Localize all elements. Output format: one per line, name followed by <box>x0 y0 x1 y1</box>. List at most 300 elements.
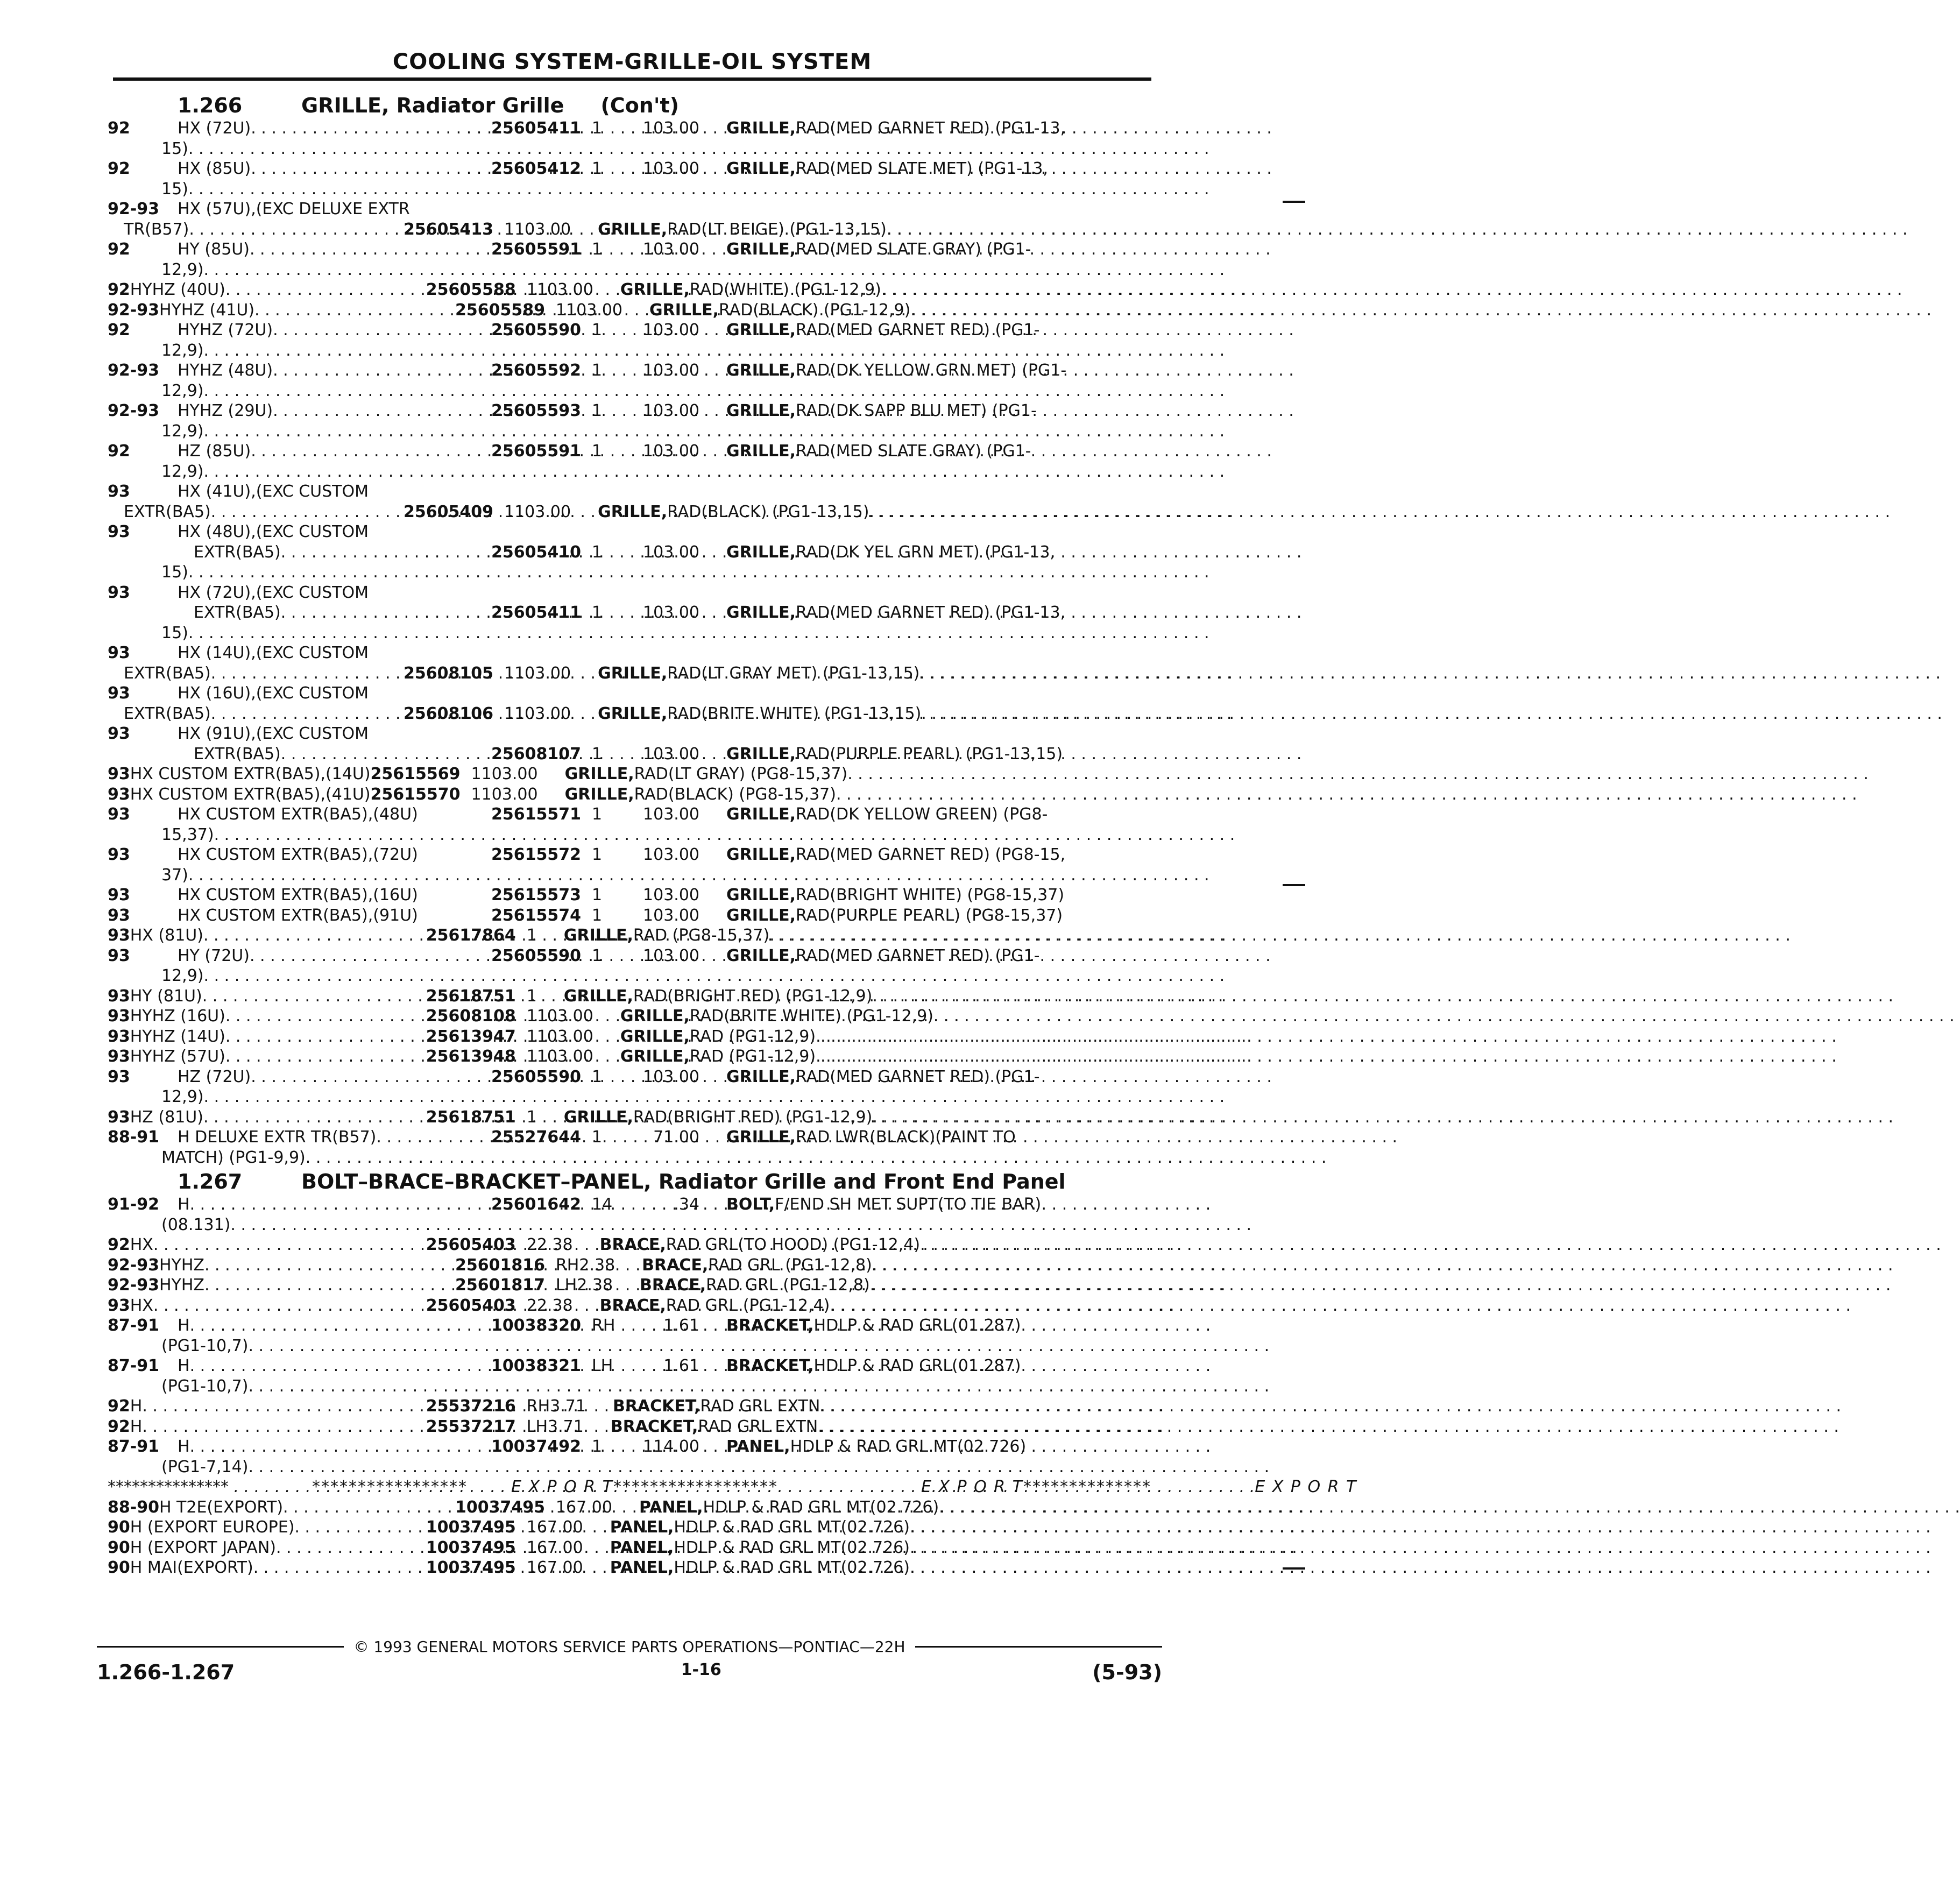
table-row <box>108 906 1151 926</box>
table-row-continued <box>108 139 1151 159</box>
application-text: HX CUSTOM EXTR(BA5),(16U) <box>178 886 418 904</box>
model-year: 90 <box>108 1518 130 1537</box>
margin-mark <box>1283 201 1305 203</box>
footer-rule <box>97 1646 344 1648</box>
part-name: GRILLE, <box>726 1067 796 1086</box>
part-name: GRILLE, <box>563 926 633 945</box>
part-detail: HDLP & RAD GRL MT(02.726) <box>674 1518 910 1537</box>
part-detail: RAD GRL(TO HOOD) (PG1-12,4) <box>666 1235 921 1254</box>
part-detail: RAD(BRITE WHITE) (PG1-12,9) <box>689 1007 933 1026</box>
revision-date: (5-93) <box>1092 1660 1162 1684</box>
part-detail: RAD(BRIGHT WHITE) (PG8-15,37) <box>796 886 1065 904</box>
table-row <box>108 804 1151 825</box>
application <box>130 1107 426 1128</box>
application <box>178 1437 473 1457</box>
table-row-continued <box>108 966 1151 986</box>
price: 103.00 <box>643 845 699 864</box>
dot-leader <box>920 1235 1941 1255</box>
part-detail: RAD(BRIGHT RED) (PG1-12,9) <box>633 986 873 1006</box>
part-name: PANEL, <box>610 1558 674 1577</box>
dot-leader <box>872 986 1893 1007</box>
table-row <box>108 1255 1151 1276</box>
part-detail-continued: 12,9) <box>161 966 204 985</box>
table-row-continued <box>108 825 1151 845</box>
table-row <box>108 441 1151 462</box>
part-detail-continued: 12,9) <box>161 341 204 360</box>
table-row <box>108 1127 1151 1148</box>
application-text: HX (16U),(EXC CUSTOM <box>178 684 369 703</box>
model-year: 93 <box>108 1107 130 1127</box>
model-year: 93 <box>108 1067 130 1086</box>
price: 103.00 <box>643 603 699 622</box>
part-name: GRILLE, <box>726 744 796 764</box>
table-row <box>108 1558 1151 1578</box>
part-description <box>613 1275 1891 1296</box>
part-detail-continued: 37) <box>161 865 188 885</box>
table-row <box>108 220 1151 240</box>
part-description <box>118 1215 1251 1235</box>
part-description <box>118 260 1225 280</box>
part-number: 10037495 <box>426 1518 516 1537</box>
quantity: 1 <box>526 1538 537 1557</box>
application-text: H <box>178 1356 190 1375</box>
part-name: GRILLE, <box>726 603 796 622</box>
table-row <box>108 1027 1151 1047</box>
application <box>178 603 473 623</box>
part-name: GRILLE, <box>649 300 719 320</box>
part-description <box>699 1195 1151 1215</box>
model-year: 92 <box>108 321 130 340</box>
table-row <box>108 1417 1151 1437</box>
dot-leader <box>188 865 1209 886</box>
application <box>178 946 473 966</box>
part-number: 25605403 <box>426 1235 516 1254</box>
parts-list <box>108 1497 1151 1578</box>
part-detail: RAD GRL (PG1-12,8) <box>706 1276 870 1295</box>
price: 2.38 <box>579 1255 615 1275</box>
price: 103.00 <box>536 1027 593 1046</box>
application-text: HY (85U) <box>178 240 250 259</box>
quantity: 1 <box>526 1107 537 1127</box>
part-description <box>583 1517 1931 1538</box>
part-name: BRACKET, <box>726 1316 814 1335</box>
quantity: 1 <box>504 704 515 723</box>
table-row <box>108 502 1151 522</box>
part-description <box>699 804 1151 825</box>
application <box>130 925 426 946</box>
table-row <box>108 320 1151 341</box>
application-text: HX CUSTOM EXTR(BA5),(48U) <box>178 805 418 824</box>
quantity: LH <box>526 1417 548 1436</box>
part-name: GRILLE, <box>598 663 668 683</box>
application <box>178 845 473 865</box>
part-detail: F/END SH MET SUPT(TO TIE BAR) <box>775 1195 1042 1214</box>
part-name: GRILLE, <box>726 240 796 259</box>
table-row <box>108 744 1151 765</box>
part-detail: HDLP & RAD GRL MT(02.726) <box>674 1538 910 1557</box>
table-row <box>108 704 1151 724</box>
part-number: 25605409 <box>404 502 493 521</box>
application-text: H <box>130 1397 143 1416</box>
application-text: H DELUXE EXTR TR(B57) <box>178 1128 377 1147</box>
part-name: BRACE, <box>640 1276 706 1295</box>
spacer <box>108 1336 118 1356</box>
price: 71.00 <box>653 1128 699 1147</box>
part-detail: RAD GRL EXTN <box>700 1397 820 1416</box>
application-text: HX (57U),(EXC DELUXE EXTR <box>178 200 410 218</box>
quantity: 1 <box>504 220 515 239</box>
part-description <box>537 925 1791 946</box>
quantity: 1 <box>526 1007 537 1026</box>
part-name: GRILLE, <box>726 361 796 380</box>
price: 103.00 <box>643 321 699 340</box>
model-year: 88-91 <box>108 1128 159 1147</box>
application <box>130 1047 426 1067</box>
spacer <box>108 1087 118 1107</box>
part-name: GRILLE, <box>620 280 690 299</box>
model-year: 90 <box>108 1558 130 1577</box>
price: 1.61 <box>663 1316 699 1335</box>
part-number: 25608108 <box>426 1007 516 1026</box>
part-detail-continued: 15) <box>161 563 188 582</box>
table-row <box>108 885 1151 906</box>
table-row-continued <box>108 1336 1151 1356</box>
application <box>178 643 473 663</box>
export-label: E X P O R T <box>511 1478 613 1496</box>
application <box>178 361 473 381</box>
application <box>130 1417 426 1437</box>
part-number: 25605411 <box>491 119 581 138</box>
part-number: 25605591 <box>491 240 581 259</box>
application <box>130 764 371 785</box>
part-number: 25605591 <box>491 442 581 461</box>
part-description <box>699 603 1151 623</box>
table-row-continued <box>108 1087 1151 1107</box>
table-row <box>108 663 1151 684</box>
part-name: BRACE, <box>599 1296 666 1315</box>
price: 103.00 <box>643 886 699 904</box>
part-description <box>699 885 1151 906</box>
table-row <box>108 522 1151 542</box>
quantity: 1 <box>592 845 603 864</box>
table-row-continued <box>108 623 1151 644</box>
quantity: 2 <box>526 1296 537 1315</box>
part-detail-continued: (PG1-10,7) <box>161 1336 249 1355</box>
part-number: 25601816 <box>455 1255 545 1275</box>
price: 103.00 <box>643 442 699 461</box>
part-name: GRILLE, <box>726 119 796 138</box>
quantity: RH <box>526 1397 550 1416</box>
table-row <box>108 159 1151 179</box>
application-text: H <box>178 1195 190 1214</box>
application <box>108 704 404 724</box>
part-number: 25537216 <box>426 1397 516 1416</box>
price: 103.00 <box>514 704 571 723</box>
dot-leader <box>248 1336 1269 1356</box>
spacer <box>108 462 118 482</box>
application <box>178 683 473 704</box>
part-detail: RAD(LT BEIGE) (PG1-13,15) <box>667 220 887 239</box>
application-text: HX <box>130 1296 153 1315</box>
table-row <box>108 1006 1151 1027</box>
application-text: EXTR(BA5) <box>124 502 211 521</box>
table-row <box>108 1497 1151 1518</box>
part-description <box>699 1356 1151 1376</box>
application <box>178 1316 473 1336</box>
model-year: 92 <box>108 159 130 178</box>
quantity: 1 <box>526 1027 537 1046</box>
spacer <box>108 260 118 280</box>
part-number: 25615570 <box>370 785 461 804</box>
price: 103.00 <box>481 765 538 783</box>
application-text: HYHZ (29U) <box>178 401 273 420</box>
price: 67.00 <box>536 1538 583 1557</box>
table-row <box>108 986 1151 1007</box>
application <box>178 804 473 825</box>
part-detail: RAD(BRIGHT RED) (PG1-12,9) <box>633 1107 873 1127</box>
part-name: GRILLE, <box>726 886 796 904</box>
table-row <box>108 239 1151 260</box>
export-banner: *************** . . . E X P O R T ***************** E X P O R T ****************** E X P O R T ************** <box>108 1477 1151 1497</box>
dot-leader <box>248 1457 1269 1478</box>
price: 103.00 <box>643 401 699 420</box>
quantity: 1 <box>504 663 515 683</box>
quantity: 1 <box>592 159 603 178</box>
part-detail-continued: 12,9) <box>161 381 204 400</box>
part-detail: HDLP & RAD GRL(01.287) <box>813 1356 1021 1375</box>
dot-leader <box>847 764 1869 785</box>
dot-leader <box>188 562 1209 583</box>
part-description <box>571 220 1908 240</box>
application-text: EXTR(BA5) <box>194 603 281 622</box>
part-description <box>583 1558 1931 1578</box>
part-detail: RAD(MED GARNET RED) (PG1- <box>796 321 1040 340</box>
table-row <box>108 1356 1151 1376</box>
part-detail-continued: 12,9) <box>161 260 204 279</box>
price: 103.00 <box>643 119 699 138</box>
model-year: 92 <box>108 119 130 138</box>
model-year: 93 <box>108 785 130 804</box>
price: 103.00 <box>566 300 623 320</box>
dot-leader <box>836 785 1857 805</box>
part-name: GRILLE, <box>726 401 796 420</box>
quantity: 1 <box>504 502 515 521</box>
part-description <box>699 441 1151 462</box>
quantity: 1 <box>592 401 603 420</box>
price: 103.00 <box>643 1067 699 1086</box>
quantity: 1 <box>592 321 603 340</box>
part-name: BOLT, <box>726 1195 775 1214</box>
part-description <box>699 239 1151 260</box>
model-year: 93 <box>108 482 130 501</box>
application <box>159 300 455 321</box>
part-detail: RAD(BLACK) (PG1-13,15) <box>667 502 869 521</box>
part-number: 25617864 <box>426 926 516 945</box>
price: 103.00 <box>481 785 538 804</box>
part-name: GRILLE, <box>726 159 796 178</box>
model-year: 93 <box>108 1047 130 1066</box>
price: 103.00 <box>514 220 571 239</box>
table-row <box>108 603 1151 623</box>
model-year: 92 <box>108 1235 130 1254</box>
table-row <box>108 300 1151 321</box>
part-number: 25615574 <box>491 906 581 925</box>
price: 103.00 <box>643 240 699 259</box>
model-year: 93 <box>108 1027 130 1046</box>
part-name: PANEL, <box>610 1518 674 1537</box>
part-description <box>118 562 1209 583</box>
model-year: 93 <box>108 845 130 864</box>
application-text: HX (14U),(EXC CUSTOM <box>178 644 369 662</box>
part-number: 10037492 <box>491 1437 581 1456</box>
dot-leader <box>910 300 1931 321</box>
application <box>108 663 404 684</box>
dot-leader <box>214 825 1235 845</box>
part-detail: RAD(BLACK) (PG1-12,9) <box>719 300 911 320</box>
dot-leader <box>910 1558 1931 1578</box>
part-detail-continued: (PG1-7,14) <box>161 1457 249 1476</box>
table-row-continued <box>108 260 1151 280</box>
application-text: HX CUSTOM EXTR(BA5),(14U) <box>130 765 371 783</box>
application <box>178 583 473 603</box>
quantity: LH <box>592 1356 613 1375</box>
price: 103.00 <box>514 663 571 683</box>
quantity: 1 <box>592 240 603 259</box>
price: 114.00 <box>643 1437 699 1456</box>
part-number: 25618751 <box>426 986 516 1006</box>
dot-leader <box>204 966 1225 986</box>
table-row <box>108 361 1151 381</box>
part-number: 25605588 <box>426 280 516 299</box>
dot-leader <box>887 220 1908 240</box>
quantity: 1 <box>592 744 603 764</box>
copyright: © 1993 GENERAL MOTORS SERVICE PARTS OPERATIONS—PONTIAC—22H <box>353 1637 905 1656</box>
application <box>130 1027 426 1047</box>
price: 67.00 <box>536 1558 583 1577</box>
application <box>178 1067 473 1087</box>
application-text: TR(B57) <box>124 220 189 239</box>
application-text: HX (72U) <box>178 119 251 138</box>
part-name: GRILLE, <box>598 220 668 239</box>
part-description <box>699 542 1151 563</box>
spacer <box>108 623 118 644</box>
price: 67.00 <box>566 1497 612 1517</box>
spacer <box>108 562 118 583</box>
application-text: HX (48U),(EXC CUSTOM <box>178 522 369 541</box>
application <box>178 522 473 542</box>
part-detail: RAD GRL EXTN <box>698 1417 818 1436</box>
part-detail: RAD(PURPLE PEARL) (PG1-13,15) <box>796 744 1063 764</box>
spacer <box>108 865 118 886</box>
part-name: GRILLE, <box>620 1027 690 1046</box>
table-row <box>108 542 1151 563</box>
price: 3.71 <box>550 1397 586 1416</box>
quantity: 1 <box>592 946 603 965</box>
part-number: 10037495 <box>426 1538 516 1557</box>
application <box>178 441 473 462</box>
part-description <box>118 825 1235 845</box>
price: 103.00 <box>536 280 593 299</box>
part-detail: RAD(DK SAPP BLU MET) (PG1- <box>796 401 1037 420</box>
application <box>130 1538 426 1558</box>
application-text: EXTR(BA5) <box>194 542 281 562</box>
price: 103.00 <box>643 361 699 380</box>
quantity: 1 <box>592 542 603 562</box>
table-row <box>108 1396 1151 1417</box>
spacer <box>108 381 118 401</box>
application-text: HX (85U) <box>178 159 251 178</box>
application-text: H MAI(EXPORT) <box>130 1558 253 1577</box>
table-row <box>108 845 1151 865</box>
quantity: 1 <box>592 886 603 904</box>
part-description <box>593 1006 1955 1027</box>
part-number: 25615572 <box>491 845 581 864</box>
price: 103.00 <box>514 502 571 521</box>
price: 67.00 <box>536 1518 583 1537</box>
margin-mark <box>1283 1567 1305 1570</box>
application-text: H <box>130 1417 143 1436</box>
margin-mark <box>1283 884 1305 886</box>
application <box>178 885 473 906</box>
model-year <box>108 744 178 765</box>
application-text: EXTR(BA5) <box>124 704 211 723</box>
quantity: 1 <box>592 1067 603 1086</box>
model-year: 93 <box>108 724 130 743</box>
part-detail: RAD(DK YEL GRN MET) (PG1-13, <box>796 542 1055 562</box>
dot-leader <box>818 1417 1839 1437</box>
part-description <box>118 865 1209 886</box>
part-detail-continued: (PG1-10,7) <box>161 1376 249 1396</box>
part-name: BRACKET, <box>612 1397 700 1416</box>
table-row <box>108 946 1151 966</box>
quantity: 1 <box>592 805 603 824</box>
quantity: 1 <box>526 1518 537 1537</box>
part-description <box>699 118 1151 139</box>
part-detail: HDLP & RAD GRL MT(02.726) <box>703 1497 939 1517</box>
parts-list <box>108 118 1151 1168</box>
spacer <box>108 1148 118 1168</box>
table-row <box>108 764 1151 785</box>
part-number: 25608106 <box>404 704 493 723</box>
part-number: 25605412 <box>491 159 581 178</box>
model-year: 93 <box>108 1007 130 1026</box>
model-year: 92-93 <box>108 1276 159 1295</box>
quantity: LH <box>555 1276 577 1295</box>
application <box>178 542 473 563</box>
dot-leader <box>248 1376 1269 1397</box>
part-description <box>118 1148 1326 1168</box>
page-header <box>113 47 1151 81</box>
part-detail-continued: 15) <box>161 623 188 642</box>
table-row <box>108 925 1151 946</box>
table-row <box>108 643 1151 663</box>
part-description <box>699 1437 1151 1457</box>
part-description <box>538 764 1869 785</box>
part-detail: RAD(MED SLATE MET) (PG1-13, <box>796 159 1048 178</box>
table-row-continued <box>108 562 1151 583</box>
model-year: 93 <box>108 765 130 783</box>
part-number: 25608105 <box>404 663 493 683</box>
application <box>159 1255 455 1276</box>
application-text: H <box>178 1437 190 1456</box>
table-row <box>108 785 1151 805</box>
dot-leader <box>188 179 1209 200</box>
model-year: 93 <box>108 946 130 965</box>
section-title: GRILLE, Radiator Grille <box>301 94 564 117</box>
part-description <box>699 845 1151 865</box>
dot-leader <box>204 1087 1225 1107</box>
part-description <box>571 704 1942 724</box>
